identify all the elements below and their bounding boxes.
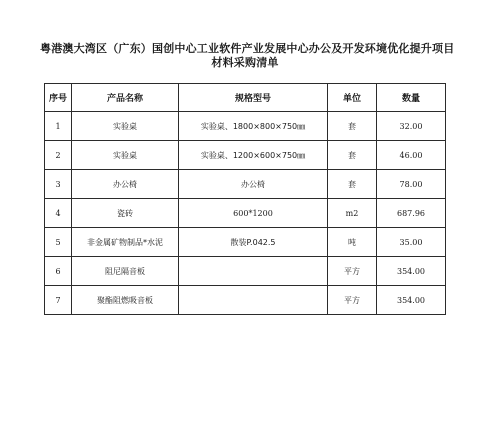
cell-name: 实验桌 [72,112,179,141]
cell-spec: 实验桌、1800×800×750㎜ [179,112,328,141]
cell-quantity: 354.00 [377,286,446,315]
cell-unit: m2 [328,199,377,228]
header-index: 序号 [45,84,72,112]
materials-table [44,83,446,315]
cell-unit: 吨 [328,228,377,257]
cell-index: 7 [45,286,72,315]
document-title-line2: 材料采购清单 [211,56,279,69]
cell-index: 3 [45,170,72,199]
cell-name: 实验桌 [72,141,179,170]
table-row [45,141,446,170]
cell-index: 5 [45,228,72,257]
cell-unit: 平方 [328,257,377,286]
header-quantity: 数量 [377,84,446,112]
table-row [45,228,446,257]
table-row [45,112,446,141]
cell-unit: 套 [328,112,377,141]
cell-quantity: 687.96 [377,199,446,228]
cell-spec [179,257,328,286]
cell-name: 办公椅 [72,170,179,199]
cell-name: 瓷砖 [72,199,179,228]
cell-unit: 平方 [328,286,377,315]
document-title [40,42,455,70]
cell-name: 阻尼隔音板 [72,257,179,286]
cell-quantity: 46.00 [377,141,446,170]
cell-quantity: 32.00 [377,112,446,141]
table-row [45,170,446,199]
cell-spec [179,286,328,315]
cell-name: 非金属矿物制品*水泥 [72,228,179,257]
header-name: 产品名称 [72,84,179,112]
cell-unit: 套 [328,170,377,199]
document-title-line1: 粤港澳大湾区（广东）国创中心工业软件产业发展中心办公及开发环境优化提升项目 [40,42,455,55]
cell-index: 4 [45,199,72,228]
table-row [45,199,446,228]
header-spec: 规格型号 [179,84,328,112]
table-header-row [45,84,446,112]
table-row [45,257,446,286]
cell-spec: 办公椅 [179,170,328,199]
cell-unit: 套 [328,141,377,170]
cell-name: 聚酯阻燃吸音板 [72,286,179,315]
table-row [45,286,446,315]
cell-spec: 实验桌、1200×600×750㎜ [179,141,328,170]
cell-quantity: 78.00 [377,170,446,199]
header-unit: 单位 [328,84,377,112]
cell-index: 2 [45,141,72,170]
cell-spec: 600*1200 [179,199,328,228]
cell-spec: 散装P.042.5 [179,228,328,257]
cell-index: 1 [45,112,72,141]
cell-index: 6 [45,257,72,286]
cell-quantity: 354.00 [377,257,446,286]
cell-quantity: 35.00 [377,228,446,257]
